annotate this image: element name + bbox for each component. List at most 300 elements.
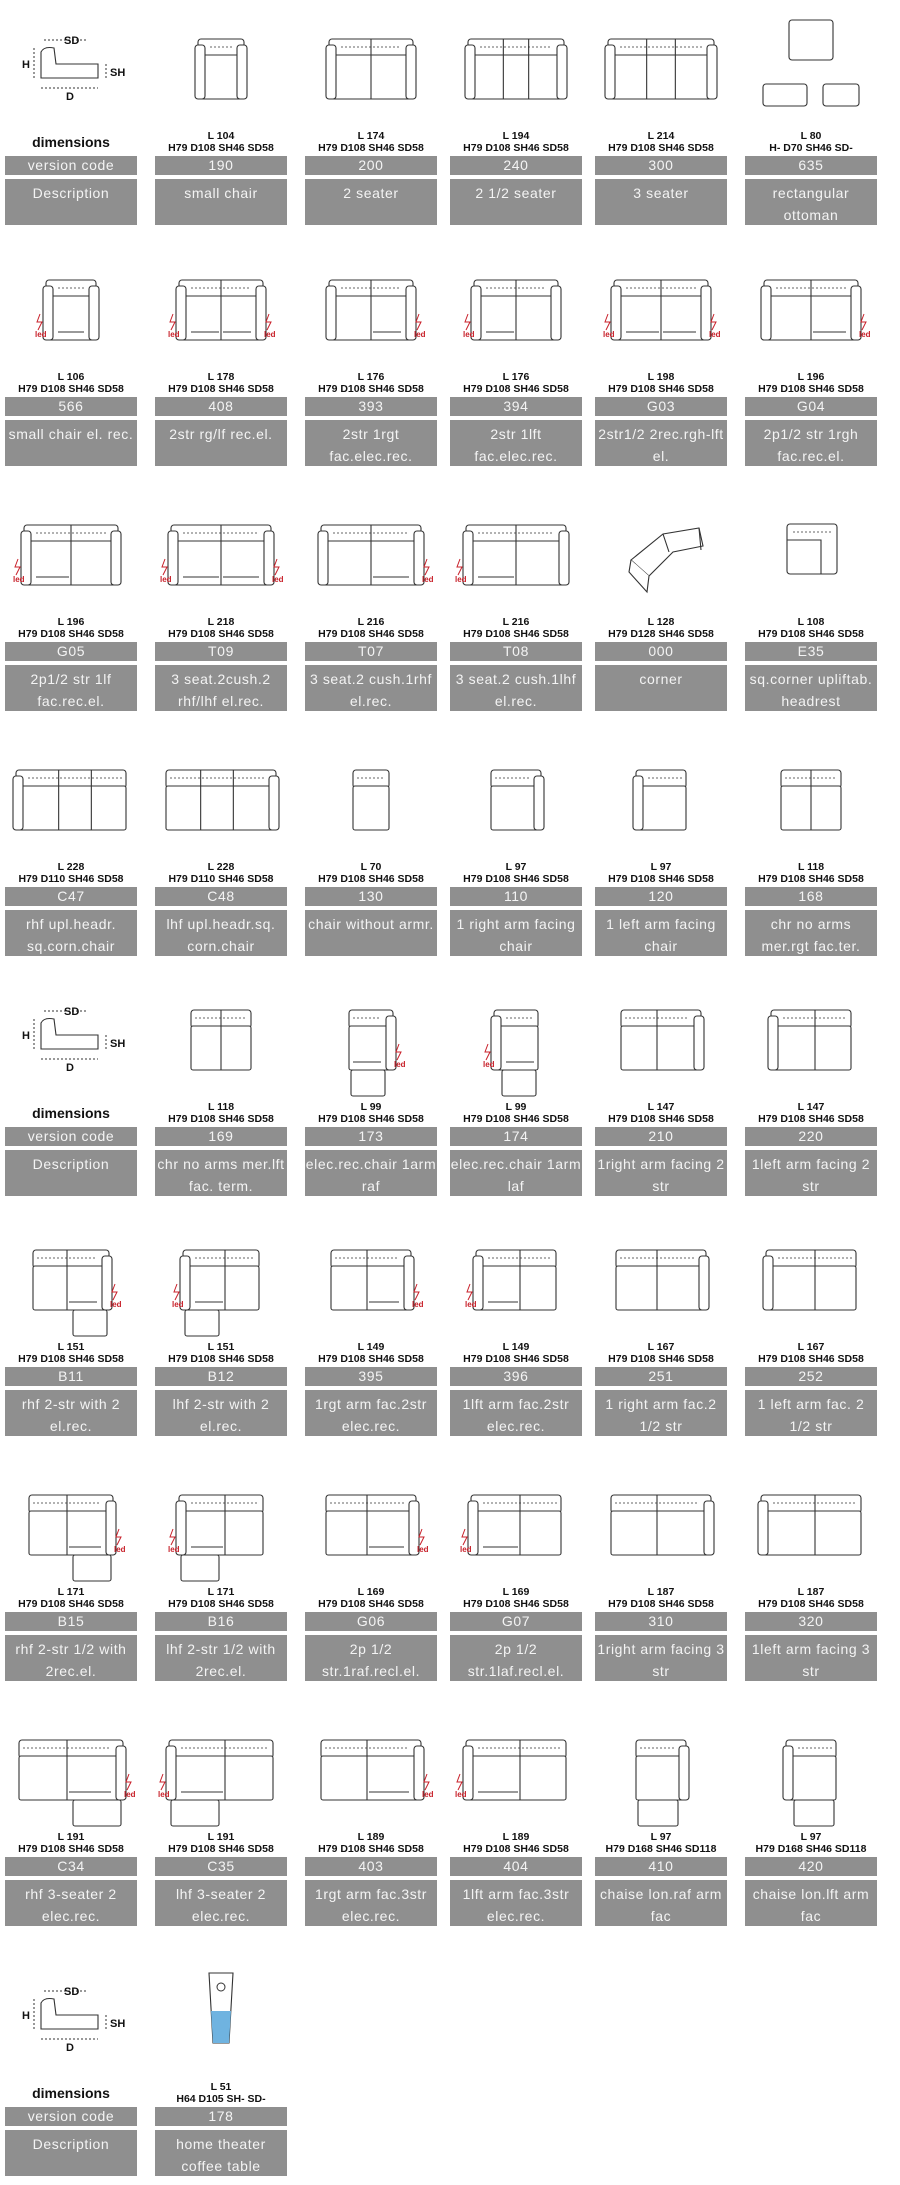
product-length: L 99 <box>360 1101 382 1113</box>
product-drawing <box>305 500 437 610</box>
product-dimensions: H79 D108 SH46 SD58 <box>318 1353 424 1365</box>
version-code: 174 <box>450 1127 582 1146</box>
version-code: 635 <box>745 156 877 175</box>
svg-text:led: led <box>422 1790 434 1799</box>
product-drawing <box>595 985 727 1095</box>
version-code: 130 <box>305 887 437 906</box>
product-drawing <box>155 985 287 1095</box>
coffee-table-icon <box>161 1965 281 2075</box>
svg-text:led: led <box>160 575 172 584</box>
product-drawing <box>155 1225 287 1335</box>
version-code: 403 <box>305 1857 437 1876</box>
product-length: L 149 <box>502 1341 530 1353</box>
product-description: 2 1/2 seater <box>450 179 582 225</box>
two-half-seater-right-recliner-icon <box>751 255 871 365</box>
version-code: B15 <box>5 1612 137 1631</box>
version-code: 395 <box>305 1367 437 1386</box>
product-length: L 189 <box>357 1831 385 1843</box>
product-length: L 118 <box>207 1101 235 1113</box>
product-description: rhf 3-seater 2 elec.rec. <box>5 1880 137 1926</box>
product-dimensions: H79 D168 SH46 SD118 <box>605 1843 717 1855</box>
version-code: 252 <box>745 1367 877 1386</box>
product-dimensions: H79 D108 SH46 SD58 <box>608 383 714 395</box>
svg-text:led: led <box>455 1790 467 1799</box>
product-dimensions: H79 D168 SH46 SD118 <box>755 1843 867 1855</box>
product-drawing <box>305 14 437 124</box>
right-arm-three-seater-icon <box>601 1470 721 1580</box>
dimensions-label: dimensions <box>32 2085 110 2101</box>
product-card <box>745 1225 877 1445</box>
product-drawing <box>595 255 727 365</box>
product-length: L 189 <box>502 1831 530 1843</box>
product-length: L 171 <box>207 1586 235 1598</box>
version-code: 210 <box>595 1127 727 1146</box>
product-description: 2str1/2 2rec.rgh-lft el. <box>595 420 727 466</box>
product-length: L 151 <box>207 1341 235 1353</box>
product-drawing <box>305 985 437 1095</box>
product-card <box>450 500 582 720</box>
version-code: G07 <box>450 1612 582 1631</box>
product-drawing <box>5 500 137 610</box>
product-dimensions: H79 D108 SH46 SD58 <box>758 1113 864 1125</box>
product-length: L 228 <box>57 861 85 873</box>
description-label: Description <box>5 1150 137 1196</box>
small-chair-electric-icon <box>11 255 131 365</box>
product-length: L 178 <box>207 371 235 383</box>
product-card <box>155 1965 287 2185</box>
product-description: 1 left arm fac. 2 1/2 str <box>745 1390 877 1436</box>
svg-text:led: led <box>455 575 467 584</box>
svg-text:led: led <box>465 1300 477 1309</box>
product-dimensions: H79 D108 SH46 SD58 <box>608 142 714 154</box>
product-drawing <box>595 14 727 124</box>
product-drawing <box>450 14 582 124</box>
product-card <box>745 500 877 720</box>
h-label: H <box>22 1030 30 1042</box>
svg-text:led: led <box>417 1545 429 1554</box>
version-code: 300 <box>595 156 727 175</box>
version-code: 310 <box>595 1612 727 1631</box>
product-description: lhf 2-str with 2 el.rec. <box>155 1390 287 1436</box>
sd-label: SD <box>64 35 80 47</box>
two-seater-left-recliner-icon <box>456 255 576 365</box>
product-dimensions: H79 D108 SH46 SD58 <box>318 383 424 395</box>
product-length: L 80 <box>800 130 822 142</box>
product-description: 2p 1/2 str.1raf.recl.el. <box>305 1635 437 1681</box>
product-card <box>305 985 437 1205</box>
product-length: L 176 <box>357 371 385 383</box>
dimension-diagram-icon <box>16 1005 126 1095</box>
product-description: 3 seat.2 cush.1rhf el.rec. <box>305 665 437 711</box>
product-description: small chair <box>155 179 287 225</box>
svg-text:led: led <box>172 1300 184 1309</box>
product-drawing <box>155 14 287 124</box>
product-length: L 191 <box>57 1831 85 1843</box>
svg-text:led: led <box>859 330 871 339</box>
product-card <box>5 1470 137 1690</box>
product-description: rhf 2-str 1/2 with 2rec.el. <box>5 1635 137 1681</box>
d-label: D <box>66 91 74 103</box>
product-card <box>745 1715 877 1935</box>
version-code: 169 <box>155 1127 287 1146</box>
product-card <box>155 1715 287 1935</box>
product-dimensions: H79 D108 SH46 SD58 <box>168 142 274 154</box>
dimension-diagram <box>5 14 137 124</box>
product-length: L 187 <box>647 1586 675 1598</box>
version-code: G05 <box>5 642 137 661</box>
product-length: L 171 <box>57 1586 85 1598</box>
product-dimensions: H64 D105 SH- SD- <box>176 2093 266 2105</box>
product-description: 1left arm facing 2 str <box>745 1150 877 1196</box>
version-code: C48 <box>155 887 287 906</box>
two-half-seater-recliner-icon <box>601 255 721 365</box>
sh-label: SH <box>110 1038 126 1050</box>
product-length: L 128 <box>647 616 675 628</box>
product-dimensions: H79 D108 SH46 SD58 <box>168 1113 274 1125</box>
product-drawing <box>745 1470 877 1580</box>
svg-text:led: led <box>158 1790 170 1799</box>
product-length: L 216 <box>357 616 385 628</box>
version-code: G06 <box>305 1612 437 1631</box>
product-card <box>155 985 287 1205</box>
version-code: C35 <box>155 1857 287 1876</box>
product-description: 3 seat.2 cush.1lhf el.rec. <box>450 665 582 711</box>
product-length: L 167 <box>647 1341 675 1353</box>
left-three-seater-electric-icon <box>158 1715 281 1825</box>
product-description: small chair el. rec. <box>5 420 137 466</box>
right-two-half-seater-electric-icon <box>11 1470 131 1580</box>
product-description: 3 seater <box>595 179 727 225</box>
product-length: L 51 <box>210 2081 232 2093</box>
three-seater-left-recliner-icon <box>456 500 576 610</box>
product-card <box>450 1225 582 1445</box>
dimension-diagram <box>5 1965 137 2075</box>
product-length: L 151 <box>57 1341 85 1353</box>
product-card <box>305 500 437 720</box>
svg-text:led: led <box>168 330 180 339</box>
row-header <box>5 14 137 234</box>
product-card <box>5 745 137 965</box>
product-drawing <box>5 1715 137 1825</box>
d-label: D <box>66 1062 74 1074</box>
product-description: 1lft arm fac.2str elec.rec. <box>450 1390 582 1436</box>
version-code: 220 <box>745 1127 877 1146</box>
product-length: L 176 <box>502 371 530 383</box>
product-dimensions: H79 D108 SH46 SD58 <box>168 1843 274 1855</box>
product-description: elec.rec.chair 1arm laf <box>450 1150 582 1196</box>
product-description: corner <box>595 665 727 711</box>
left-arm-two-seater-recliner-icon <box>456 1225 576 1335</box>
chaise-longue-right-icon <box>601 1715 721 1825</box>
description-label: Description <box>5 2130 137 2176</box>
svg-text:led: led <box>422 575 434 584</box>
product-card <box>155 1470 287 1690</box>
version-code: 240 <box>450 156 582 175</box>
sh-label: SH <box>110 2018 126 2030</box>
right-arm-three-seater-recliner-icon <box>311 1715 434 1825</box>
product-dimensions: H79 D108 SH46 SD58 <box>463 1113 569 1125</box>
version-code-label: version code <box>5 2107 137 2126</box>
product-card <box>155 14 287 234</box>
product-drawing <box>745 500 877 610</box>
three-seater-right-recliner-icon <box>311 500 434 610</box>
product-drawing <box>595 1470 727 1580</box>
chaise-longue-left-icon <box>751 1715 871 1825</box>
product-card <box>745 14 877 234</box>
svg-text:led: led <box>414 330 426 339</box>
version-code: 320 <box>745 1612 877 1631</box>
svg-text:led: led <box>603 330 615 339</box>
svg-text:led: led <box>35 330 47 339</box>
product-card <box>305 1715 437 1935</box>
product-card <box>155 745 287 965</box>
product-length: L 191 <box>207 1831 235 1843</box>
left-arm-three-seater-recliner-icon <box>456 1715 576 1825</box>
product-dimensions: H79 D108 SH46 SD58 <box>168 1353 274 1365</box>
product-drawing <box>5 1225 137 1335</box>
corner-icon <box>601 500 721 610</box>
product-description: lhf 3-seater 2 elec.rec. <box>155 1880 287 1926</box>
product-dimensions: H79 D108 SH46 SD58 <box>758 1353 864 1365</box>
recliner-chair-right-arm-icon <box>311 985 431 1095</box>
product-dimensions: H79 D108 SH46 SD58 <box>168 1598 274 1610</box>
product-drawing <box>155 255 287 365</box>
version-code: 566 <box>5 397 137 416</box>
svg-text:led: led <box>168 1545 180 1554</box>
no-arm-left-terminal-icon <box>161 985 281 1095</box>
product-description: 1rgt arm fac.2str elec.rec. <box>305 1390 437 1436</box>
product-description: chair without armr. <box>305 910 437 956</box>
dimension-diagram <box>5 985 137 1095</box>
product-dimensions: H79 D108 SH46 SD58 <box>608 1598 714 1610</box>
svg-text:led: led <box>394 1060 406 1069</box>
product-card <box>305 1225 437 1445</box>
product-length: L 104 <box>207 130 235 142</box>
version-code: G03 <box>595 397 727 416</box>
product-drawing <box>745 1715 877 1825</box>
product-length: L 97 <box>650 861 672 873</box>
product-card <box>5 1225 137 1445</box>
product-length: L 198 <box>647 371 675 383</box>
product-dimensions: H79 D108 SH46 SD58 <box>18 628 124 640</box>
product-description: rhf 2-str with 2 el.rec. <box>5 1390 137 1436</box>
product-dimensions: H79 D108 SH46 SD58 <box>18 1598 124 1610</box>
product-dimensions: H79 D108 SH46 SD58 <box>18 1353 124 1365</box>
svg-text:led: led <box>460 1545 472 1554</box>
product-drawing <box>745 1225 877 1335</box>
product-length: L 118 <box>797 861 825 873</box>
product-dimensions: H79 D128 SH46 SD58 <box>608 628 714 640</box>
product-dimensions: H79 D108 SH46 SD58 <box>758 383 864 395</box>
product-drawing <box>305 255 437 365</box>
version-code: 173 <box>305 1127 437 1146</box>
svg-text:led: led <box>483 1060 495 1069</box>
version-code: C47 <box>5 887 137 906</box>
product-drawing <box>595 745 727 855</box>
product-dimensions: H79 D108 SH46 SD58 <box>318 873 424 885</box>
product-card <box>595 1470 727 1690</box>
product-length: L 196 <box>57 616 85 628</box>
product-dimensions: H79 D108 SH46 SD58 <box>758 1598 864 1610</box>
product-drawing <box>450 745 582 855</box>
product-dimensions: H79 D108 SH46 SD58 <box>463 873 569 885</box>
product-description: 1 right arm fac.2 1/2 str <box>595 1390 727 1436</box>
product-description: 1left arm facing 3 str <box>745 1635 877 1681</box>
product-card <box>595 985 727 1205</box>
product-card <box>595 255 727 475</box>
right-three-seater-electric-icon <box>11 1715 136 1825</box>
h-label: H <box>22 59 30 71</box>
version-code: B16 <box>155 1612 287 1631</box>
product-description: 2str 1rgt fac.elec.rec. <box>305 420 437 466</box>
version-code: 404 <box>450 1857 582 1876</box>
product-dimensions: H79 D108 SH46 SD58 <box>318 142 424 154</box>
product-length: L 174 <box>357 130 385 142</box>
product-description: 1 left arm facing chair <box>595 910 727 956</box>
product-card <box>5 1715 137 1935</box>
product-description: rectangular ottoman <box>745 179 877 225</box>
sh-label: SH <box>110 67 126 79</box>
version-code: 000 <box>595 642 727 661</box>
svg-text:led: led <box>463 330 475 339</box>
product-card <box>595 1225 727 1445</box>
product-description: elec.rec.chair 1arm raf <box>305 1150 437 1196</box>
product-dimensions: H79 D108 SH46 SD58 <box>318 628 424 640</box>
product-dimensions: H79 D108 SH46 SD58 <box>18 1843 124 1855</box>
product-dimensions: H79 D108 SH46 SD58 <box>463 383 569 395</box>
product-card <box>745 1470 877 1690</box>
left-two-half-seater-electric-icon <box>161 1470 281 1580</box>
right-arm-two-seater-icon <box>601 985 721 1095</box>
product-drawing <box>450 500 582 610</box>
right-two-seater-electric-icon <box>11 1225 131 1335</box>
product-dimensions: H79 D108 SH46 SD58 <box>168 383 274 395</box>
version-code: B12 <box>155 1367 287 1386</box>
version-code: 396 <box>450 1367 582 1386</box>
product-drawing <box>595 500 727 610</box>
version-code: T09 <box>155 642 287 661</box>
product-drawing <box>155 500 287 610</box>
product-length: L 187 <box>797 1586 825 1598</box>
version-code: 420 <box>745 1857 877 1876</box>
product-card <box>450 1470 582 1690</box>
product-drawing <box>745 745 877 855</box>
product-description: sq.corner upliftab. headrest <box>745 665 877 711</box>
version-code: 410 <box>595 1857 727 1876</box>
product-card <box>305 745 437 965</box>
version-code: 110 <box>450 887 582 906</box>
product-dimensions: H79 D108 SH46 SD58 <box>318 1843 424 1855</box>
row-header <box>5 1965 137 2185</box>
product-description: chr no arms mer.lft fac. term. <box>155 1150 287 1196</box>
product-dimensions: H79 D110 SH46 SD58 <box>168 873 274 885</box>
version-code: T07 <box>305 642 437 661</box>
product-description: 2 seater <box>305 179 437 225</box>
version-code: 394 <box>450 397 582 416</box>
product-length: L 108 <box>797 616 825 628</box>
product-drawing <box>305 1470 437 1580</box>
version-code-label: version code <box>5 1127 137 1146</box>
product-length: L 97 <box>650 1831 672 1843</box>
product-drawing <box>450 255 582 365</box>
product-length: L 216 <box>502 616 530 628</box>
product-card <box>595 745 727 965</box>
product-drawing <box>595 1715 727 1825</box>
version-code: T08 <box>450 642 582 661</box>
two-half-seater-icon <box>456 14 576 124</box>
product-card <box>5 255 137 475</box>
product-card <box>155 255 287 475</box>
dimension-diagram-icon <box>16 1985 126 2075</box>
svg-text:led: led <box>124 1790 136 1799</box>
product-drawing <box>5 255 137 365</box>
version-code: 178 <box>155 2107 287 2126</box>
product-card <box>450 255 582 475</box>
product-card <box>305 14 437 234</box>
three-seater-two-recliner-icon <box>160 500 284 610</box>
two-seater-icon <box>311 14 431 124</box>
product-card <box>155 500 287 720</box>
product-length: L 97 <box>505 861 527 873</box>
left-arm-three-seater-icon <box>751 1470 871 1580</box>
svg-text:led: led <box>709 330 721 339</box>
product-description: lhf upl.headr.sq. corn.chair <box>155 910 287 956</box>
version-code: 408 <box>155 397 287 416</box>
version-code: G04 <box>745 397 877 416</box>
product-dimensions: H79 D108 SH46 SD58 <box>463 1353 569 1365</box>
recliner-chair-left-arm-icon <box>456 985 576 1095</box>
right-corner-chair-icon <box>11 745 131 855</box>
product-description: chaise lon.raf arm fac <box>595 1880 727 1926</box>
sd-label: SD <box>64 1006 80 1018</box>
right-arm-chair-icon <box>456 745 576 855</box>
product-length: L 147 <box>797 1101 825 1113</box>
two-seater-right-recliner-icon <box>311 255 431 365</box>
version-code: B11 <box>5 1367 137 1386</box>
product-drawing <box>450 1715 582 1825</box>
product-length: L 196 <box>797 371 825 383</box>
product-drawing <box>305 1225 437 1335</box>
product-description: 2p 1/2 str.1laf.recl.el. <box>450 1635 582 1681</box>
product-card <box>305 1470 437 1690</box>
product-dimensions: H79 D108 SH46 SD58 <box>608 1113 714 1125</box>
product-dimensions: H79 D108 SH46 SD58 <box>463 1598 569 1610</box>
rectangular-ottoman-icon <box>751 14 871 124</box>
svg-text:led: led <box>264 330 276 339</box>
svg-text:led: led <box>412 1300 424 1309</box>
product-dimensions: H79 D108 SH46 SD58 <box>318 1113 424 1125</box>
product-dimensions: H79 D108 SH46 SD58 <box>463 142 569 154</box>
product-drawing <box>450 1470 582 1580</box>
left-two-seater-electric-icon <box>161 1225 281 1335</box>
product-drawing <box>155 1965 287 2075</box>
product-dimensions: H- D70 SH46 SD- <box>769 142 853 154</box>
armless-chair-icon <box>311 745 431 855</box>
product-length: L 106 <box>57 371 85 383</box>
product-drawing <box>155 745 287 855</box>
three-seater-icon <box>601 14 721 124</box>
product-length: L 228 <box>207 861 235 873</box>
svg-text:led: led <box>272 575 284 584</box>
product-card <box>450 14 582 234</box>
version-code: 251 <box>595 1367 727 1386</box>
product-dimensions: H79 D108 SH46 SD58 <box>168 628 274 640</box>
product-card <box>305 255 437 475</box>
product-length: L 169 <box>502 1586 530 1598</box>
product-drawing <box>745 255 877 365</box>
product-card <box>745 255 877 475</box>
product-dimensions: H79 D108 SH46 SD58 <box>758 628 864 640</box>
